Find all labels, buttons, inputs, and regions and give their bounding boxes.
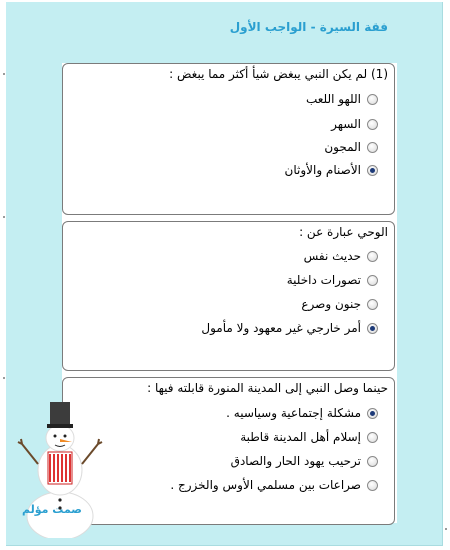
option-label: أمر خارجي غير معهود ولا مأمول — [201, 321, 361, 335]
question-text-3: حينما وصل النبي إلى المدينة المنورة قابلته فيها : — [147, 381, 388, 395]
snowman-icon — [12, 398, 108, 538]
option-label: تصورات داخلية — [286, 273, 361, 287]
question-text-2: الوحي عبارة عن : — [299, 225, 388, 239]
radio-checked-icon[interactable] — [367, 165, 378, 176]
radio-checked-icon[interactable] — [367, 408, 378, 419]
option-1-4[interactable] — [285, 163, 378, 177]
question-text-1: (1) لم يكن النبي يبغض شيأ أكثر مما يبغض : — [169, 67, 388, 81]
option-label: المجون — [324, 140, 361, 154]
question-box-3 — [62, 377, 395, 525]
option-label: إسلام أهل المدينة قاطبة — [240, 430, 361, 444]
option-3-4[interactable] — [170, 478, 378, 492]
option-label: السهر — [331, 117, 361, 131]
option-label: صراعات بين مسلمي الأوس والخزرج . — [170, 478, 361, 492]
option-2-3[interactable] — [301, 297, 378, 311]
option-label: الأصنام والأوثان — [284, 163, 361, 177]
radio-icon[interactable] — [367, 432, 378, 443]
option-1-2[interactable] — [331, 117, 378, 131]
decor-dot — [445, 528, 447, 530]
option-label: حديث نفس — [303, 249, 361, 263]
option-3-3[interactable] — [231, 454, 378, 468]
page-title: فقة السيرة - الواجب الأول — [229, 20, 388, 34]
decor-dot — [3, 216, 5, 218]
option-1-3[interactable] — [324, 140, 378, 154]
option-3-1[interactable] — [226, 406, 378, 420]
option-3-2[interactable] — [240, 430, 378, 444]
option-2-2[interactable] — [287, 273, 378, 287]
question-box-2 — [62, 221, 395, 371]
radio-icon[interactable] — [367, 480, 378, 491]
radio-icon[interactable] — [367, 119, 378, 130]
decor-dot — [3, 73, 5, 75]
option-2-1[interactable] — [304, 249, 378, 263]
radio-checked-icon[interactable] — [367, 323, 378, 334]
option-2-4[interactable] — [201, 321, 378, 335]
quiz-panel — [62, 63, 397, 523]
option-label: جنون وصرع — [301, 297, 361, 311]
option-label: اللهو اللعب — [305, 92, 361, 106]
radio-icon[interactable] — [367, 299, 378, 310]
radio-icon[interactable] — [367, 275, 378, 286]
question-box-1 — [62, 63, 395, 215]
option-label: مشكلة إجتماعية وسياسيه . — [226, 406, 361, 420]
radio-icon[interactable] — [367, 251, 378, 262]
radio-icon[interactable] — [367, 456, 378, 467]
radio-icon[interactable] — [367, 142, 378, 153]
option-label: ترحيب يهود الحار والصادق — [230, 454, 361, 468]
decor-dot — [3, 377, 5, 379]
option-1-1[interactable] — [306, 92, 378, 106]
radio-icon[interactable] — [367, 94, 378, 105]
signature-text: صمت مؤلم — [22, 503, 82, 516]
